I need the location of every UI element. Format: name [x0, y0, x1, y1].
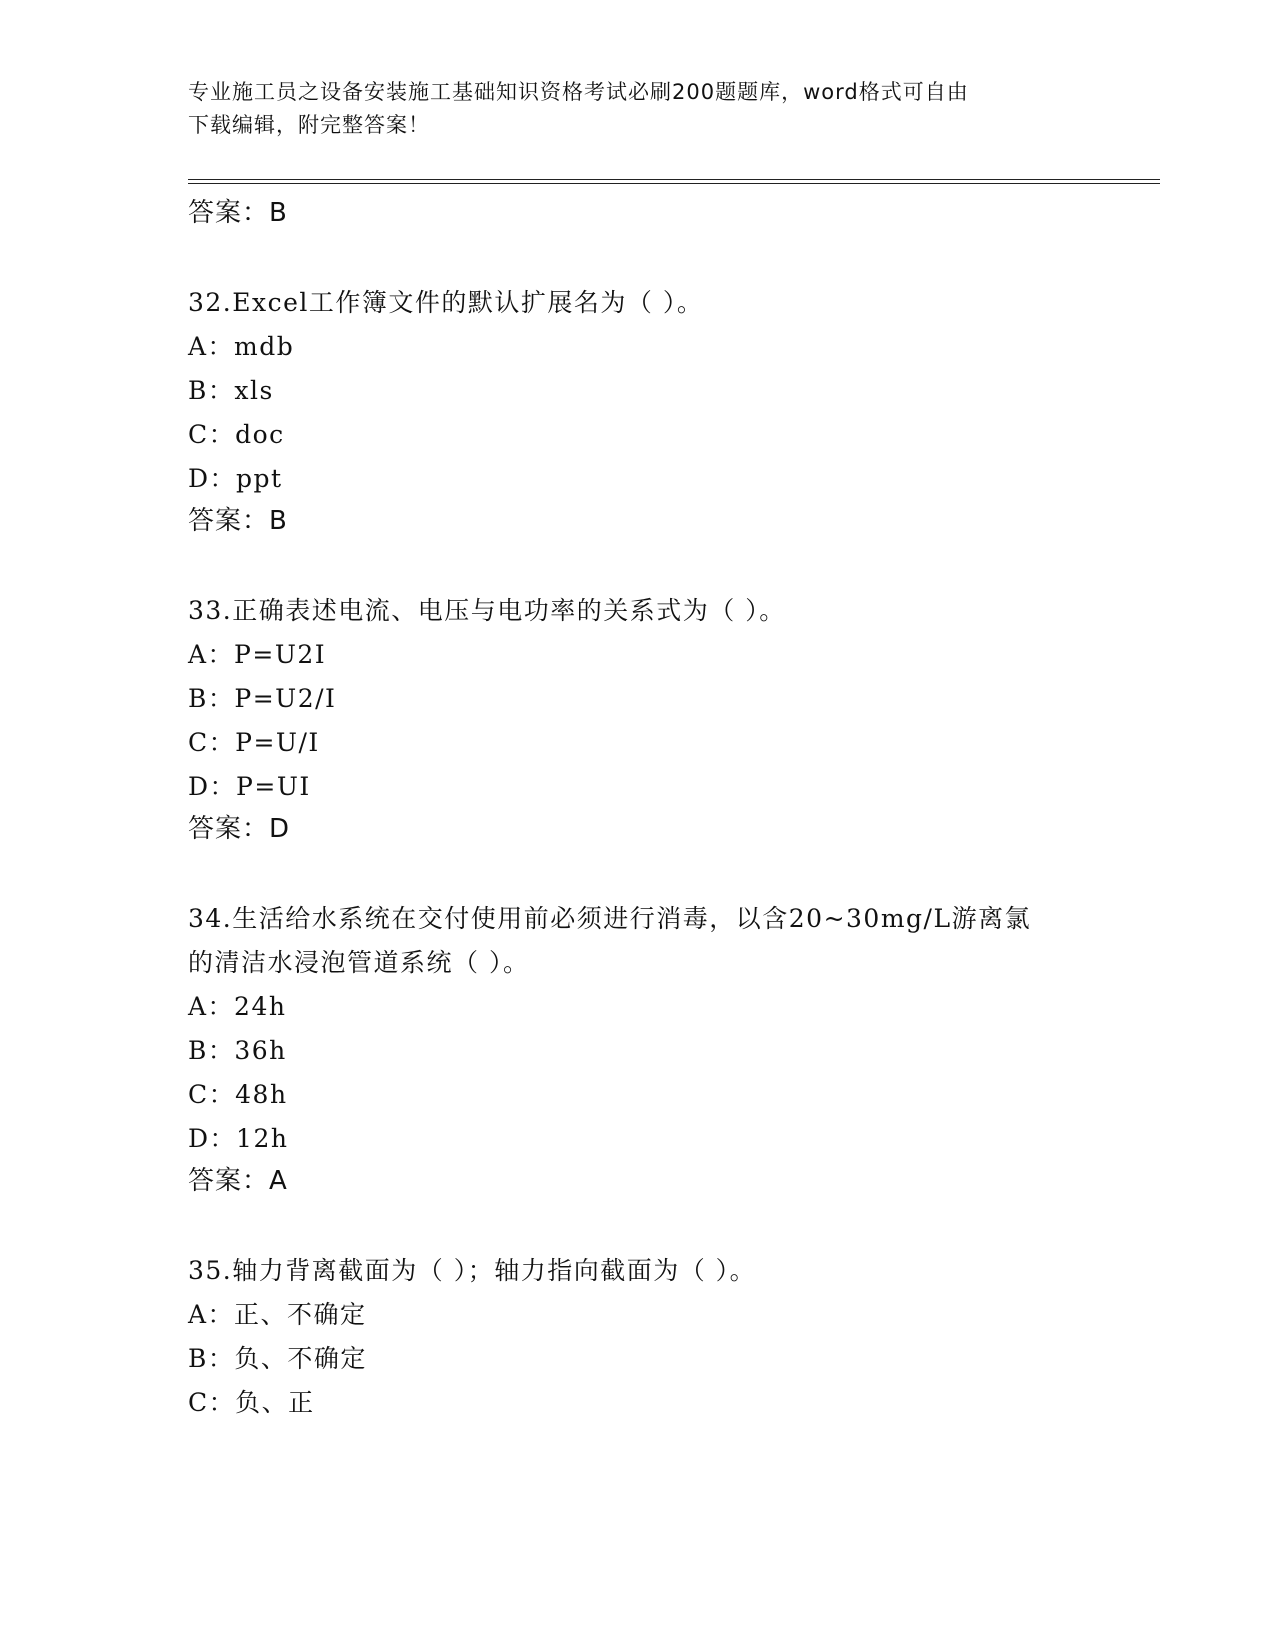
header-divider-top [188, 179, 1160, 180]
answer-q34: 答案：A [188, 1166, 288, 1196]
question-34-option-c: C：48h [188, 1080, 288, 1109]
question-35-stem: 35.轴力背离截面为（ ）；轴力指向截面为（ ）。 [188, 1256, 757, 1285]
question-32-option-c: C：doc [188, 420, 285, 449]
question-34-option-d: D：12h [188, 1124, 289, 1153]
question-33-option-b: B：P=U2/I [188, 684, 337, 713]
question-35-option-a: A：正、不确定 [188, 1300, 367, 1329]
header-line-2: 下载编辑，附完整答案！ [188, 113, 430, 137]
question-35-option-c: C：负、正 [188, 1388, 315, 1417]
question-34-option-a: A：24h [188, 992, 287, 1021]
header-divider-bottom [188, 183, 1160, 184]
question-32-option-a: A：mdb [188, 332, 295, 361]
answer-q31: 答案：B [188, 198, 288, 228]
question-32-stem: 32.Excel工作簿文件的默认扩展名为（ ）。 [188, 288, 704, 317]
question-34-stem-line-2: 的清洁水浸泡管道系统（ ）。 [188, 948, 530, 977]
answer-q32: 答案：B [188, 506, 288, 536]
question-33-option-a: A：P=U2I [188, 640, 327, 669]
question-33-option-c: C：P=U/I [188, 728, 320, 757]
question-34-option-b: B：36h [188, 1036, 287, 1065]
header-line-1: 专业施工员之设备安装施工基础知识资格考试必刷200题题库，word格式可自由 [188, 80, 969, 104]
question-35-option-b: B：负、不确定 [188, 1344, 367, 1373]
question-32-option-d: D：ppt [188, 464, 283, 493]
question-32-option-b: B：xls [188, 376, 274, 405]
question-33-option-d: D：P=UI [188, 772, 311, 801]
question-34-stem-line-1: 34.生活给水系统在交付使用前必须进行消毒，以含20~30mg/L游离氯 [188, 904, 1032, 933]
question-33-stem: 33.正确表述电流、电压与电功率的关系式为（ ）。 [188, 596, 786, 625]
document-header [188, 76, 1088, 142]
answer-q33: 答案：D [188, 814, 291, 844]
